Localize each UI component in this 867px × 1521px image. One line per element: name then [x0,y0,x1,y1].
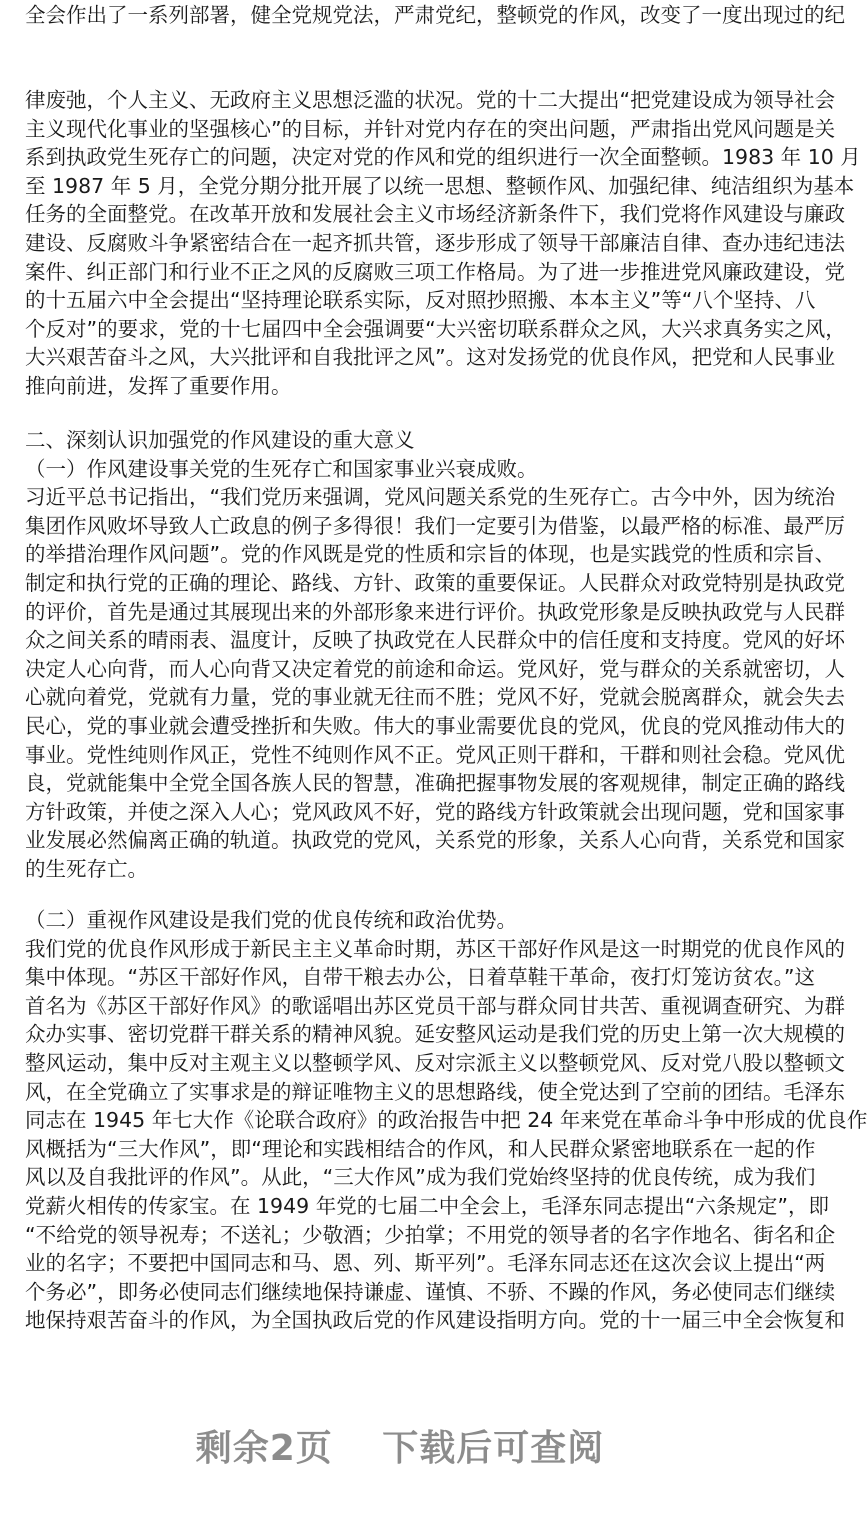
text-line: 系到执政党生死存亡的问题，决定对党的作风和党的组织进行一次全面整顿。1983 年 10 月 [25,145,861,170]
text-line: 的生死存亡。 [25,856,148,881]
text-line: 至 1987 年 5 月，全党分期分批开展了以统一思想、整顿作风、加强纪律、纯洁组织为基本 [25,173,855,198]
text-line: 党薪火相传的传家宝。在 1949 年党的七届二中全会上，毛泽东同志提出“六条规定”，即 [25,1193,829,1218]
text-line: 事业。党性纯则作风正，党性不纯则作风不正。党风正则干群和，干群和则社会稳。党风优 [25,742,845,767]
paragraph-survival [25,483,845,883]
download-prompt[interactable] [0,1420,800,1471]
text-line: 律废弛，个人主义、无政府主义思想泛滥的状况。党的十二大提出“把党建设成为领导社会 [25,88,836,112]
text-line: 众办实事、密切党群干群关系的精神风貌。延安整风运动是我们党的历史上第一次大规模的 [25,1022,845,1047]
text-line: 的举措治理作风问题”。党的作风既是党的性质和宗旨的体现，也是实践党的性质和宗旨、 [25,542,836,567]
text-line: 案件、纠正部门和行业不正之风的反腐败三项工作格局。为了进一步推进党风廉政建设，党 [25,259,845,284]
text-line: 建设、反腐败斗争紧密结合在一起齐抓共管，逐步形成了领导干部廉洁自律、查办违纪违法 [25,230,845,255]
text-line: 同志在 1945 年七大作《论联合政府》的政治报告中把 24 年来党在革命斗争中形成的优良作 [25,1108,867,1133]
section-significance [25,426,845,884]
text-line: 主义现代化事业的坚强核心”的目标，并针对党内存在的突出问题，严肃指出党风问题是关 [25,116,836,141]
text-line: 风以及自我批评的作风”。从此，“三大作风”成为我们党始终坚持的优良传统，成为我们 [25,1165,816,1190]
text-line: 地保持艰苦奋斗的作风，为全国执政后党的作风建设指明方向。党的十一届三中全会恢复和 [25,1308,845,1333]
text-line: 全会作出了一系列部署，健全党规党法，严肃党纪，整顿党的作风，改变了一度出现过的纪 [25,3,845,27]
text-line: 的十五届六中全会提出“坚持理论联系实际，反对照抄照搬、本本主义”等“八个坚持、八 [25,288,816,313]
text-line: “不给党的领导祝寿；不送礼；少敬酒；少拍掌；不用党的领导者的名字作地名、街名和企 [25,1222,836,1247]
previous-page-last-line [25,1,845,30]
text-line: 习近平总书记指出，“我们党历来强调，党风问题关系党的生死存亡。古今中外，因为统治 [25,485,836,510]
text-line: 我们党的优良作风形成于新民主主义革命时期，苏区干部好作风是这一时期党的优良作风的 [25,936,845,961]
text-line: 任务的全面整党。在改革开放和发展社会主义市场经济新条件下，我们党将作风建设与廉政 [25,202,845,227]
subsection-heading-2: （二）重视作风建设是我们党的优良传统和政治优势。 [25,908,517,932]
text-line: 个务必”，即务必使同志们继续地保持谦虚、谨慎、不骄、不躁的作风，务必使同志们继续 [25,1279,836,1304]
text-line: 集中体现。“苏区干部好作风，自带干粮去办公，日着草鞋干革命，夜打灯笼访贫农。”这 [25,965,815,990]
text-line: 心就向着党，党就有力量，党的事业就无往而不胜；党风不好，党就会脱离群众，就会失去 [25,685,845,710]
text-line: 首名为《苏区干部好作风》的歌谣唱出苏区党员干部与群众同甘共苦、重视调查研究、为群 [25,993,845,1018]
text-line: 业发展必然偏离正确的轨道。执政党的党风，关系党的形象，关系人心向背，关系党和国家 [25,828,845,853]
remaining-pages-label[interactable]: 剩余2页 [195,1428,333,1469]
text-line: 大兴艰苦奋斗之风，大兴批评和自我批评之风”。这对发扬党的优良作风，把党和人民事业 [25,345,836,370]
text-line: 业的名字；不要把中国同志和马、恩、列、斯平列”。毛泽东同志还在这次会议上提出“两 [25,1251,826,1276]
text-line: 的评价，首先是通过其展现出来的外部形象来进行评价。执政党形象是反映执政党与人民群 [25,599,845,624]
paragraph-tradition [25,935,867,1335]
section-heading: 二、深刻认识加强党的作风建设的重大意义 [25,428,415,452]
text-line: 良，党就能集中全党全国各族人民的智慧，准确把握事物发展的客观规律，制定正确的路线 [25,771,845,796]
text-line: 风概括为“三大作风”，即“理论和实践相结合的作风，和人民群众紧密地联系在一起的作 [25,1136,816,1161]
text-line: 制定和执行党的正确的理论、路线、方针、政策的重要保证。人民群众对政党特别是执政党 [25,570,845,595]
text-line: 民心，党的事业就会遭受挫折和失败。伟大的事业需要优良的党风，优良的党风推动伟大的 [25,713,845,738]
text-line: 集团作风败坏导致人亡政息的例子多得很！我们一定要引为借鉴，以最严格的标准、最严厉 [25,513,845,538]
subsection-heading-1: （一）作风建设事关党的生死存亡和国家事业兴衰成败。 [25,456,538,481]
paragraph-history [25,86,861,401]
text-line: 个反对”的要求，党的十七届四中全会强调要“大兴密切联系群众之风，大兴求真务实之风， [25,316,846,341]
download-to-view-label[interactable]: 下载后可查阅 [382,1428,605,1469]
text-line: 决定人心向背，而人心向背又决定着党的前途和命运。党风好，党与群众的关系就密切，人 [25,656,845,681]
text-line: 整风运动，集中反对主观主义以整顿学风、反对宗派主义以整顿党风、反对党八股以整顿文 [25,1050,845,1075]
text-line: 推向前进，发挥了重要作用。 [25,373,292,398]
text-line: 风，在全党确立了实事求是的辩证唯物主义的思想路线，使全党达到了空前的团结。毛泽东 [25,1079,845,1104]
text-line: 方针政策，并使之深入人心；党风政风不好，党的路线方针政策就会出现问题，党和国家事 [25,799,845,824]
text-line: 众之间关系的晴雨表、温度计，反映了执政党在人民群众中的信任度和支持度。党风的好坏 [25,628,845,653]
section-tradition [25,906,867,1335]
